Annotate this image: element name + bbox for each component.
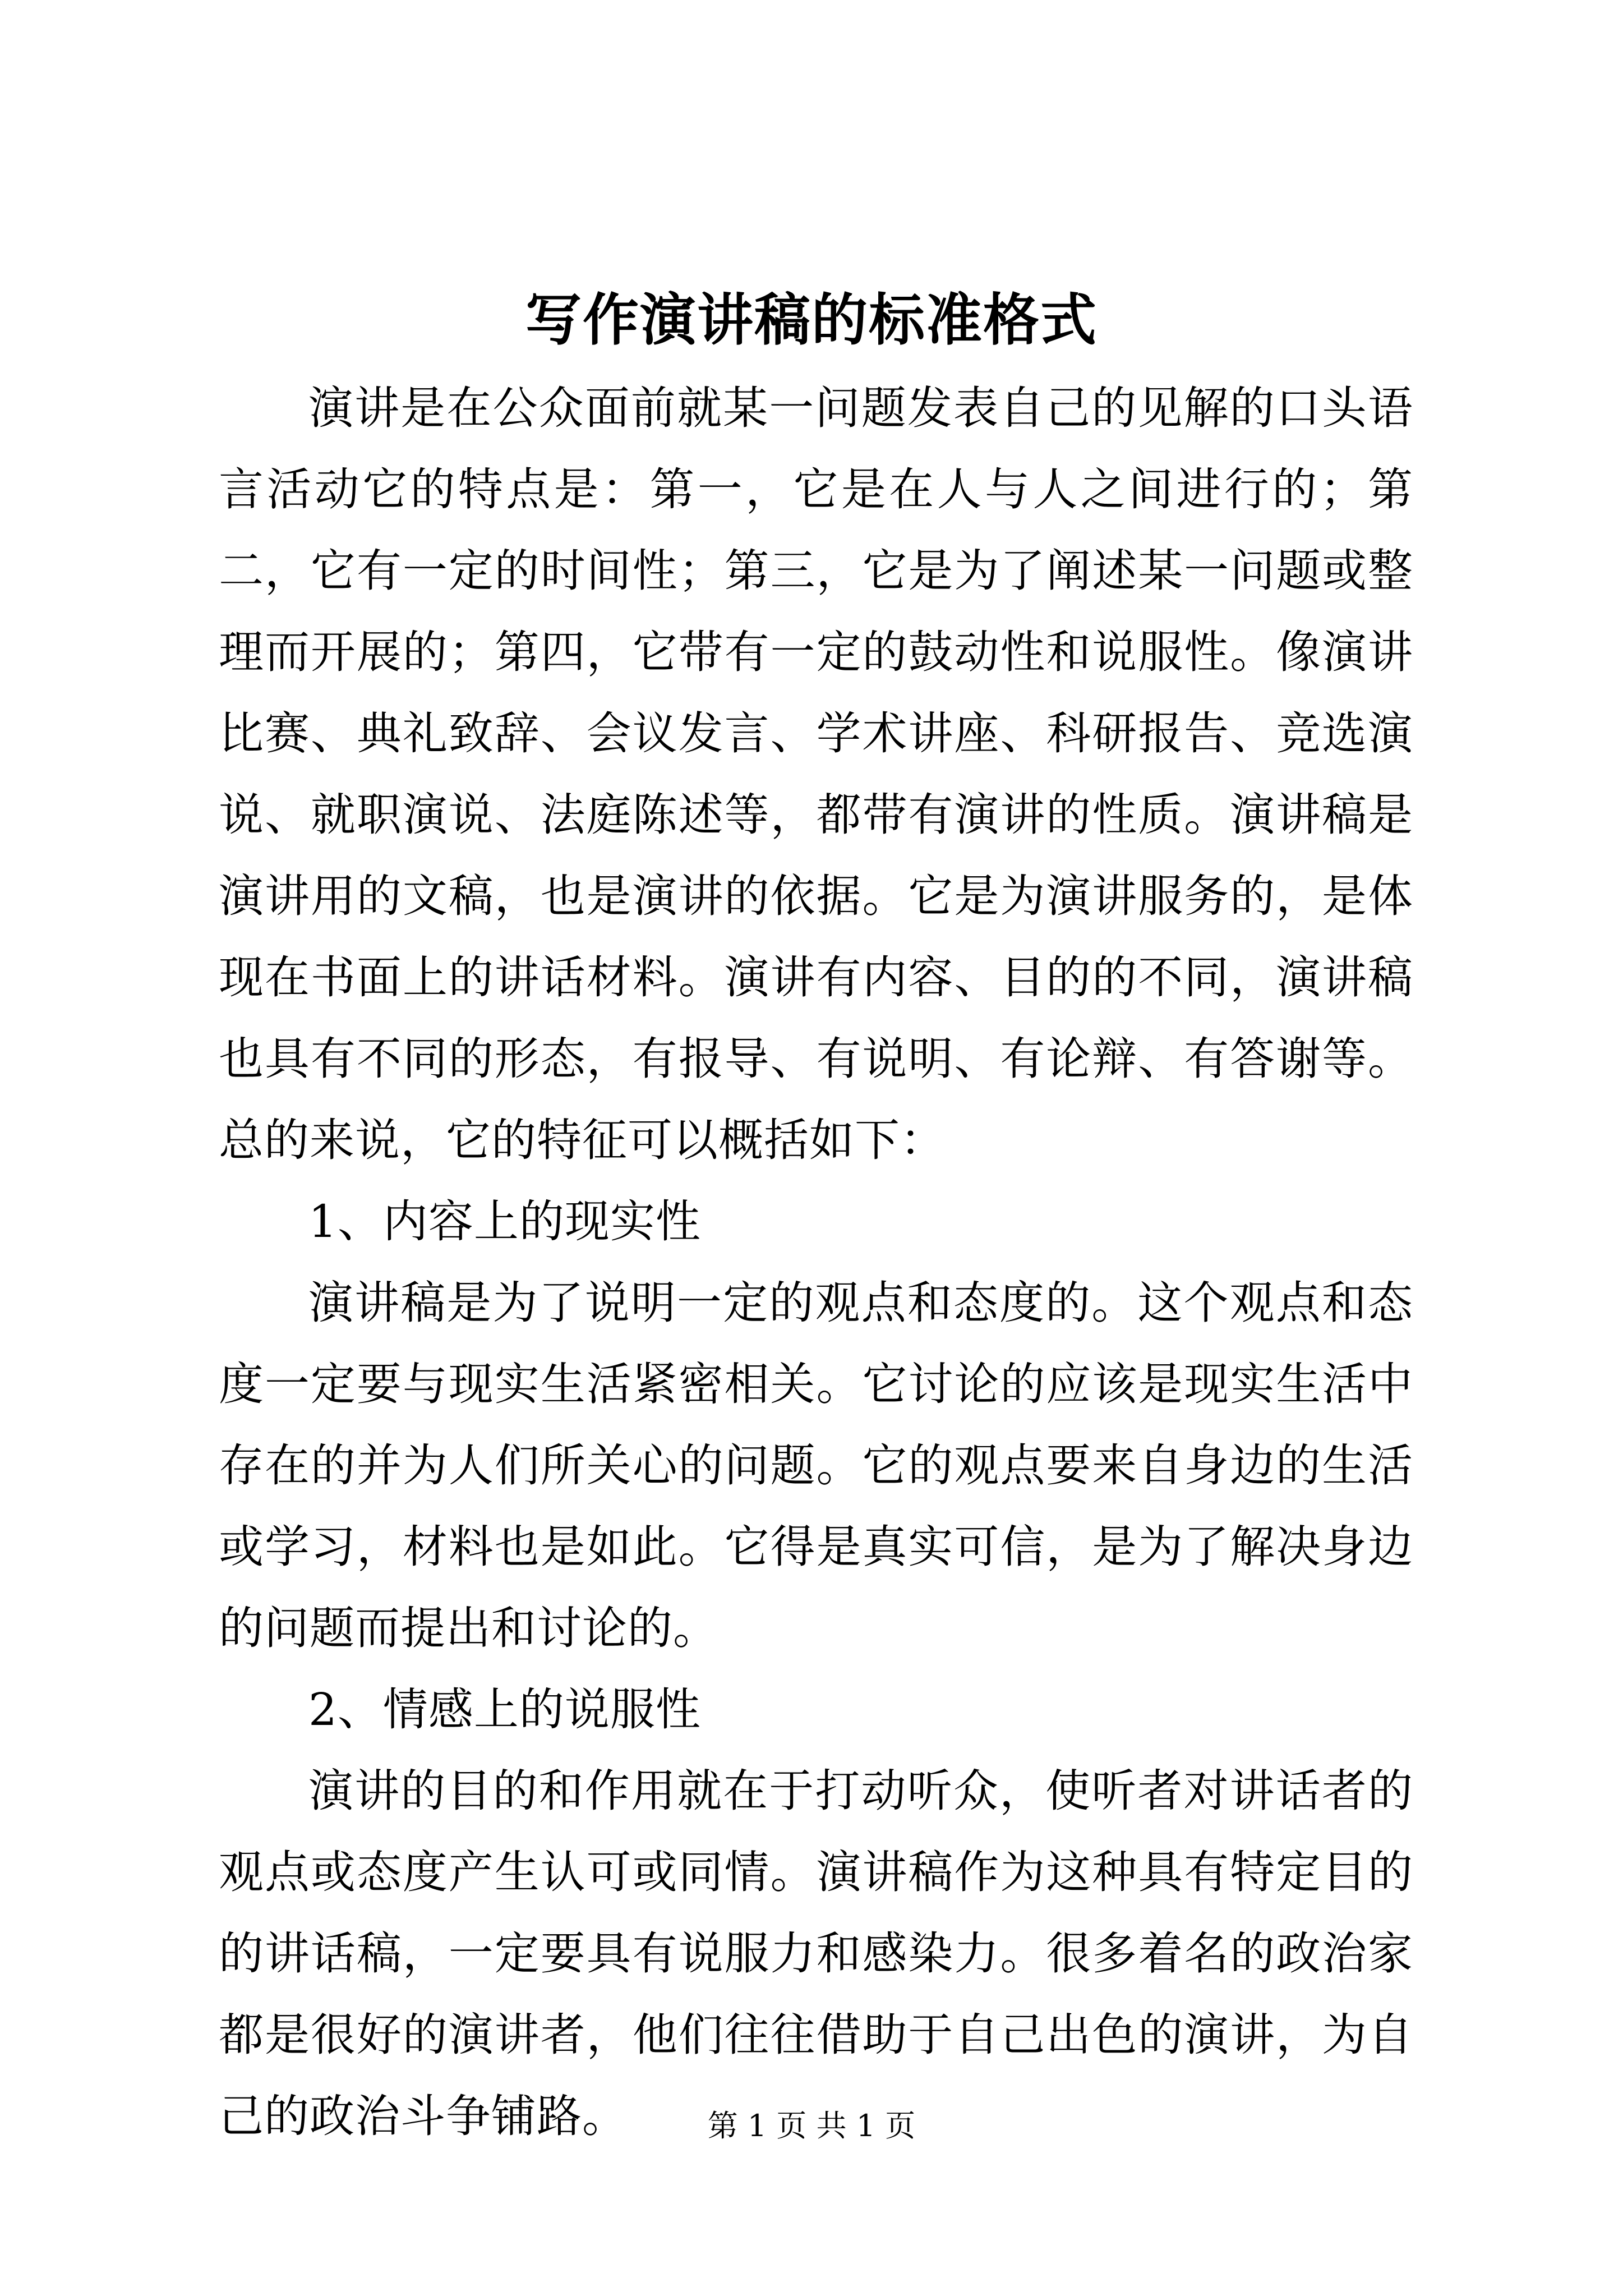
document-title: 写作演讲稿的标准格式 [525,287,1098,353]
document-body [219,367,1413,2157]
section-heading-2: 2、情感上的说服性 [308,1683,701,1736]
paragraph-persuasion: 演讲的目的和作用就在于打动听众，使听者对讲话者的观点或态度产生认可或同情。演讲稿作为这种具有特定目的的讲话稿，一定要具有说服力和感染力。很多着名的政治家都是很好的演讲者，他们往往借助于自己出色的演讲，为自己的政治斗争铺路。 [219,1765,1413,2142]
page-footer: 第 1 页 共 1 页 [707,2108,916,2143]
paragraph-intro: 演讲是在公众面前就某一问题发表自己的见解的口头语言活动它的特点是：第一，它是在人与人之间进行的；第二，它有一定的时间性；第三，它是为了阐述某一问题或整理而开展的；第四，它带有一定的鼓动性和说服性。像演讲比赛、典礼致辞、会议发言、学术讲座、科研报告、竞选演说、就职演说、法庭陈述等，都带有演讲的性质。演讲稿是演讲用的文稿，也是演讲的依据。它是为演讲服务的，是体现在书面上的讲话材料。演讲有内容、目的的不同，演讲稿也具有不同的形态，有报导、有说明、有论辩、有答谢等。总的来说，它的特征可以概括如下： [219,382,1413,1166]
paragraph-reality: 演讲稿是为了说明一定的观点和态度的。这个观点和态度一定要与现实生活紧密相关。它讨论的应该是现实生活中存在的并为人们所关心的问题。它的观点要来自身边的生活或学习，材料也是如此。它得是真实可信，是为了解决身边的问题而提出和讨论的。 [219,1277,1413,1654]
section-heading-1: 1、内容上的现实性 [308,1195,701,1248]
